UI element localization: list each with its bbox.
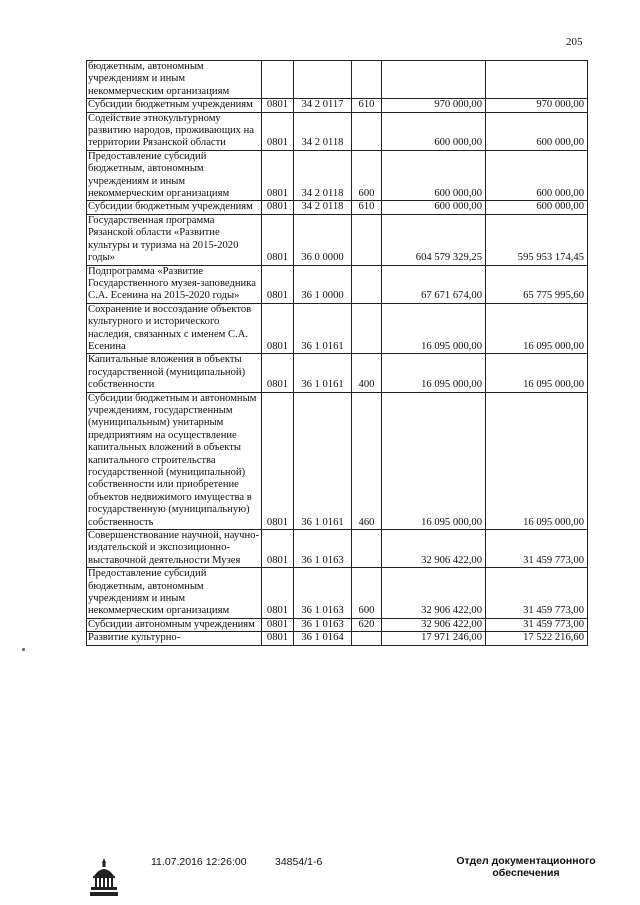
row-section: 0801 xyxy=(262,392,294,529)
row-expense-type: 600 xyxy=(352,568,382,619)
footer-department: Отдел документационного обеспечения xyxy=(456,855,596,879)
budget-table xyxy=(86,60,588,646)
row-expense-type: 400 xyxy=(352,354,382,392)
row-amount-1: 16 095 000,00 xyxy=(382,392,486,529)
row-amount-2: 31 459 773,00 xyxy=(486,530,588,568)
row-name: Содействие этнокультурному развитию народов, проживающих на территории Рязанской области xyxy=(87,112,262,150)
row-amount-1: 32 906 422,00 xyxy=(382,568,486,619)
table-row xyxy=(87,150,588,201)
row-section: 0801 xyxy=(262,214,294,265)
row-target-article: 36 1 0163 xyxy=(294,530,352,568)
row-expense-type: 600 xyxy=(352,150,382,201)
footer-doc-code: 34854/1-6 xyxy=(275,856,323,868)
row-target-article: 36 1 0000 xyxy=(294,265,352,303)
emblem-logo xyxy=(88,854,120,898)
row-name: Совершенствование научной, научно-издательской и экспозиционно-выставочной деятельности Музея xyxy=(87,530,262,568)
row-name: Субсидии бюджетным и автономным учреждениям, государственным (муниципальным) унитарным предприятиям на осуществление капитальных вложений в объекты капитального строительства государственной (муниципальной) собственности или приобретение объектов недвижимого имущества в государственную (муниципальную) собственность xyxy=(87,392,262,529)
row-name: Сохранение и воссоздание объектов культурного и исторического наследия, связанных с именем С.А. Есенина xyxy=(87,303,262,354)
row-amount-2: 600 000,00 xyxy=(486,150,588,201)
budget-table-body xyxy=(87,61,588,646)
row-section: 0801 xyxy=(262,112,294,150)
row-amount-1: 604 579 329,25 xyxy=(382,214,486,265)
row-amount-1: 67 671 674,00 xyxy=(382,265,486,303)
table-row xyxy=(87,530,588,568)
row-amount-2: 600 000,00 xyxy=(486,112,588,150)
row-amount-1: 32 906 422,00 xyxy=(382,618,486,631)
footer-datetime: 11.07.2016 12:26:00 xyxy=(151,856,247,868)
row-name: Предоставление субсидий бюджетным, автономным учреждениям и иным некоммерческим организациям xyxy=(87,150,262,201)
row-target-article: 34 2 0118 xyxy=(294,201,352,214)
row-name: Развитие культурно- xyxy=(87,632,262,645)
row-amount-2: 595 953 174,45 xyxy=(486,214,588,265)
table-row xyxy=(87,568,588,619)
row-amount-2: 16 095 000,00 xyxy=(486,303,588,354)
row-name: Субсидии бюджетным учреждениям xyxy=(87,201,262,214)
table-row xyxy=(87,201,588,214)
row-amount-2: 65 775 995,60 xyxy=(486,265,588,303)
row-target-article: 36 1 0161 xyxy=(294,392,352,529)
table-row xyxy=(87,214,588,265)
row-target-article: 36 0 0000 xyxy=(294,214,352,265)
row-section: 0801 xyxy=(262,632,294,645)
row-amount-2: 31 459 773,00 xyxy=(486,618,588,631)
table-row xyxy=(87,303,588,354)
row-name: бюджетным, автономным учреждениям и иным некоммерческим организациям xyxy=(87,61,262,99)
row-amount-2: 970 000,00 xyxy=(486,99,588,112)
row-amount-2: 16 095 000,00 xyxy=(486,354,588,392)
row-target-article: 34 2 0118 xyxy=(294,112,352,150)
table-row xyxy=(87,354,588,392)
row-name: Субсидии бюджетным учреждениям xyxy=(87,99,262,112)
page-number: 205 xyxy=(566,36,583,48)
row-section: 0801 xyxy=(262,530,294,568)
row-section xyxy=(262,61,294,99)
row-amount-1: 600 000,00 xyxy=(382,112,486,150)
page-footer xyxy=(0,852,640,902)
row-target-article: 36 1 0163 xyxy=(294,618,352,631)
table-row xyxy=(87,392,588,529)
row-amount-1 xyxy=(382,61,486,99)
row-section: 0801 xyxy=(262,568,294,619)
table-row xyxy=(87,618,588,631)
row-section: 0801 xyxy=(262,201,294,214)
row-expense-type xyxy=(352,214,382,265)
row-expense-type xyxy=(352,303,382,354)
row-expense-type: 610 xyxy=(352,99,382,112)
table-row xyxy=(87,265,588,303)
table-row xyxy=(87,112,588,150)
row-target-article: 36 1 0164 xyxy=(294,632,352,645)
row-amount-1: 16 095 000,00 xyxy=(382,354,486,392)
row-amount-2: 16 095 000,00 xyxy=(486,392,588,529)
row-section: 0801 xyxy=(262,99,294,112)
row-amount-1: 600 000,00 xyxy=(382,201,486,214)
row-expense-type xyxy=(352,530,382,568)
row-amount-2: 31 459 773,00 xyxy=(486,568,588,619)
row-name: Государственная программа Рязанской области «Развитие культуры и туризма на 2015-2020 годы» xyxy=(87,214,262,265)
row-section: 0801 xyxy=(262,150,294,201)
row-amount-1: 970 000,00 xyxy=(382,99,486,112)
row-section: 0801 xyxy=(262,354,294,392)
row-name: Субсидии автономным учреждениям xyxy=(87,618,262,631)
row-section: 0801 xyxy=(262,265,294,303)
row-amount-1: 17 971 246,00 xyxy=(382,632,486,645)
row-amount-2: 17 522 216,60 xyxy=(486,632,588,645)
row-expense-type: 460 xyxy=(352,392,382,529)
row-target-article: 34 2 0118 xyxy=(294,150,352,201)
table-row xyxy=(87,61,588,99)
row-section: 0801 xyxy=(262,303,294,354)
row-target-article: 36 1 0161 xyxy=(294,303,352,354)
row-name: Капитальные вложения в объекты государственной (муниципальной) собственности xyxy=(87,354,262,392)
row-amount-1: 32 906 422,00 xyxy=(382,530,486,568)
row-name: Предоставление субсидий бюджетным, автономным учреждениям и иным некоммерческим организациям xyxy=(87,568,262,619)
scan-mark xyxy=(22,648,25,651)
table-row xyxy=(87,99,588,112)
table-row xyxy=(87,632,588,645)
row-expense-type xyxy=(352,61,382,99)
row-amount-2: 600 000,00 xyxy=(486,201,588,214)
row-amount-1: 16 095 000,00 xyxy=(382,303,486,354)
row-expense-type: 610 xyxy=(352,201,382,214)
row-amount-1: 600 000,00 xyxy=(382,150,486,201)
row-target-article: 36 1 0163 xyxy=(294,568,352,619)
row-target-article: 34 2 0117 xyxy=(294,99,352,112)
row-expense-type xyxy=(352,265,382,303)
row-expense-type: 620 xyxy=(352,618,382,631)
row-name: Подпрограмма «Развитие Государственного музея-заповедника С.А. Есенина на 2015-2020 годы» xyxy=(87,265,262,303)
row-target-article xyxy=(294,61,352,99)
row-section: 0801 xyxy=(262,618,294,631)
row-expense-type xyxy=(352,632,382,645)
row-expense-type xyxy=(352,112,382,150)
row-target-article: 36 1 0161 xyxy=(294,354,352,392)
row-amount-2 xyxy=(486,61,588,99)
